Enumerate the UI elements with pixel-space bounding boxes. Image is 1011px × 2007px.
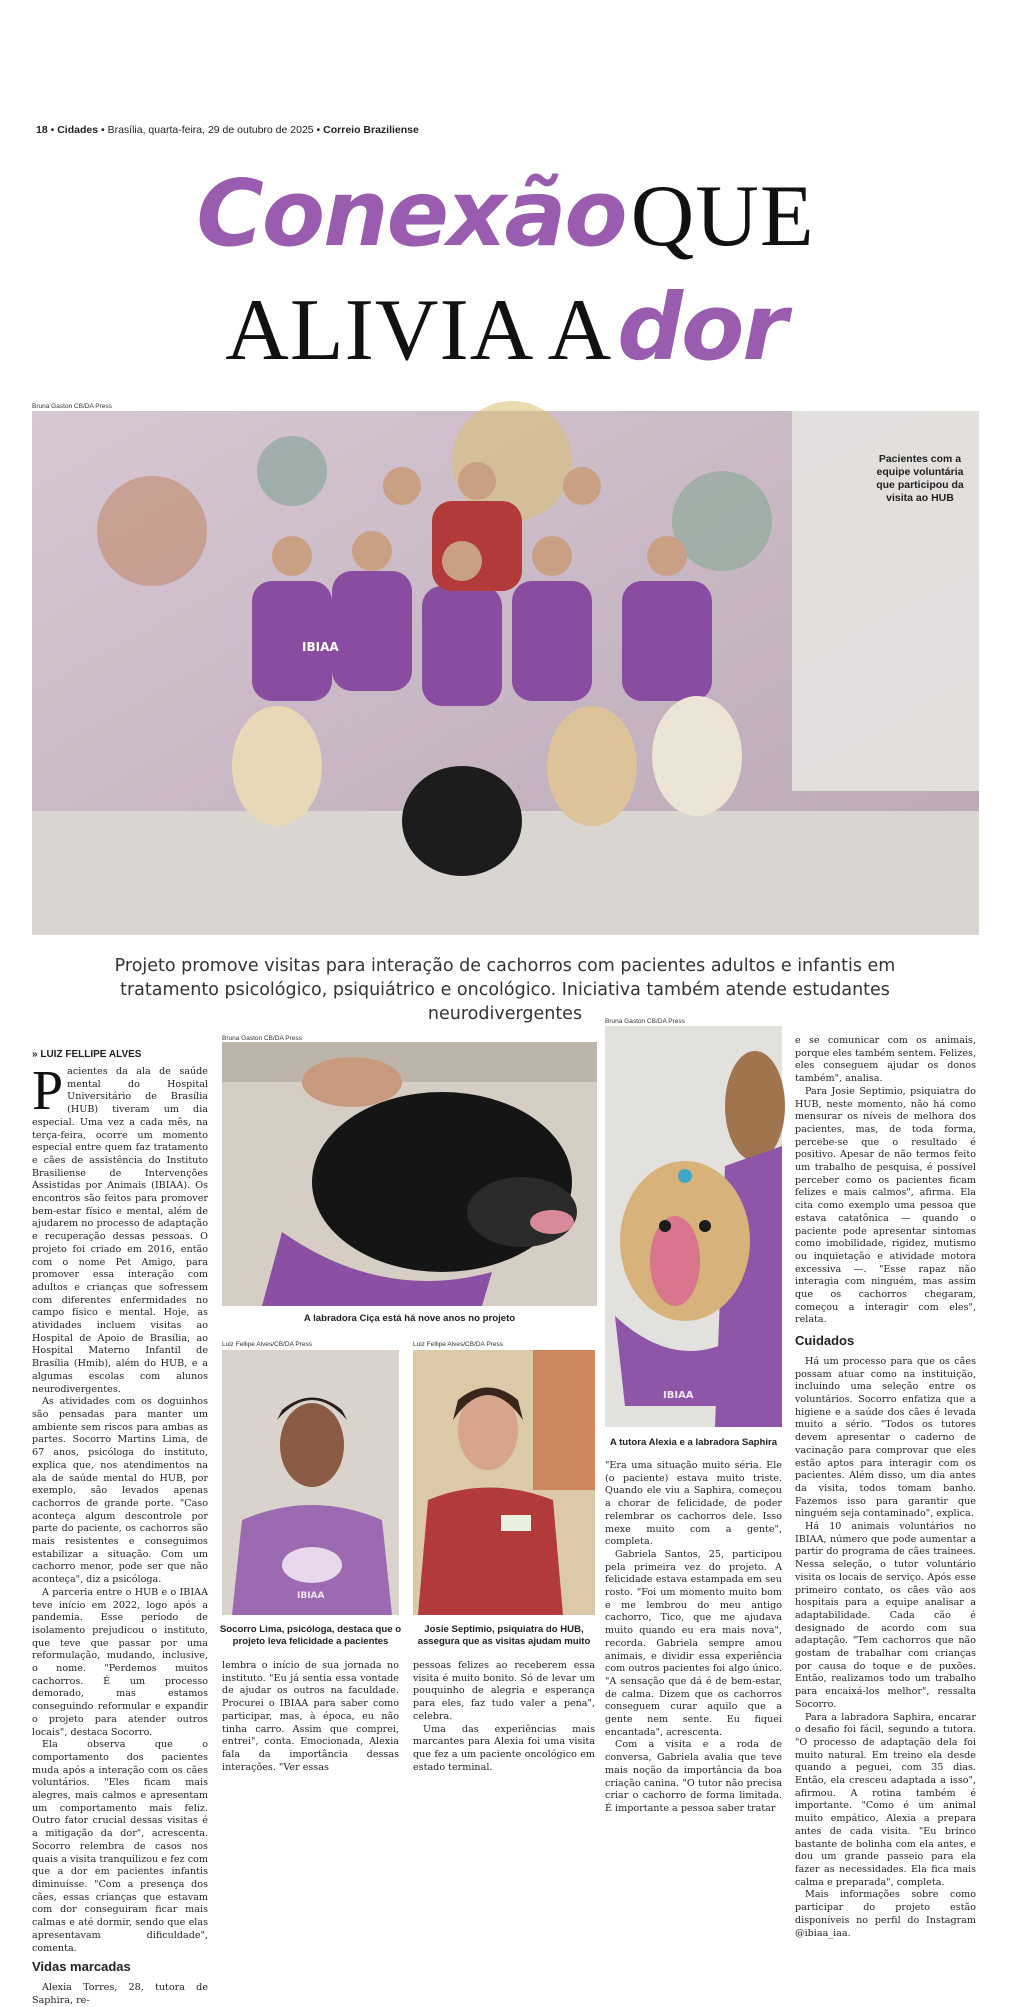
main-photo-caption: Pacientes com a equipe voluntária que participou da visita ao HUB: [876, 453, 964, 504]
col5-paragraph-5: Para a labradora Saphira, encarar o desafio foi fácil, segundo a tutora. "O processo de adaptação dela foi muito natural. Em treino ela desde quando a peguei, com 35 dias. Então, ela cresceu adaptada a isso", afirmou. A rotina também é importante. "Como é um animal muito empático, Alexia a prepara antes de cada visita. "Eu brinco bastante de bolinha com ela antes, e dou um grande passeio para ela fazer as necessidades. Ela fica mais calma e preparada", completa.: [795, 1711, 976, 1888]
drop-cap: P: [32, 1060, 64, 1122]
article-column-5: [795, 1035, 976, 1939]
col5-paragraph-2: Para Josie Septimio, psiquiatra do HUB, neste momento, não há como mensurar os níveis de melhora dos pacientes, mas, de toda forma, percebe-se que o resultado é positivo. Apesar de não termos feito um trabalho de pesquisa, é possível perceber como os pacientes ficam felizes e mais calmos", afirma. Ela cita como exemplo uma pessoa que estava catatônica — quando o paciente pode apresentar sintomas como imobilidade, rigidez, mutismo ou inquietação e atividade motora excessiva —. "Esse rapaz não interagia com ninguém, mas assim que os cachorros chegaram, começou a interagir com eles", relata.: [795, 1085, 976, 1326]
josie-photo: [413, 1350, 595, 1615]
col1-paragraph-5: Alexia Torres, 28, tutora de Saphira, re-: [32, 1981, 208, 2006]
dog-photo-credit: Bruna Gaston CB/DA Press: [222, 1035, 302, 1042]
col4-paragraph-2: Gabriela Santos, 25, participou pela primeira vez do projeto. A felicidade estava estampada em seu rosto. "Foi um momento muito bom e me lembrou do meu antigo cachorro, Tico, que me ajudava muito quando eu era mais nova", recorda. Gabriela sempre amou animais, e dividir essa experiência com outros pacientes foi algo único. "A sensação que dá é de bem-estar, de calma. Dizem que os cachorros conseguem curar aquilo que a gente nem sente. Eu fiquei encantada", acrescenta.: [605, 1548, 782, 1738]
col5-paragraph-3: Há um processo para que os cães possam atuar como na instituição, incluindo uma seleção entre os voluntários. Socorro enfatiza que a higiene e a saúde dos cães é levada muito a sério. "Todos os tutores devem apresentar o caderno de vacinação para comprovar que eles estão aptos para interagir com os pacientes. Além disso, um dia antes da visita, todos tomam banho. Fazemos isso para garantir que ninguém seja contaminado", explica.: [795, 1355, 976, 1520]
main-group-photo: [32, 411, 979, 935]
socorro-photo-caption: Socorro Lima, psicóloga, destaca que o projeto leva felicidade a pacientes: [219, 1624, 402, 1647]
section-name: Cidades: [57, 124, 99, 136]
col3-paragraph-2: Uma das experiências mais marcantes para Alexia foi uma visita que fez a um paciente oncológico em estado terminal.: [413, 1723, 595, 1773]
saphira-photo-credit: Bruna Gaston CB/DA Press: [605, 1018, 685, 1025]
col5-paragraph-4: Há 10 animais voluntários no IBIAA, número que pode aumentar a partir do programa de cães trainees. Nessa seleção, o tutor voluntário visita os locais de serviço. Após esse primeiro contato, os cães vão aos hospitais para a equipe analisar a adaptabilidade. Cada cão é designado de acordo com sua adaptação. "Tem cachorros que não gostam de trabalhar com crianças por causa do toque e de puxões. Então, realizamos todo um trabalho para encaixá-los melhor", ressalta Socorro.: [795, 1521, 976, 1710]
dateline: Brasília, quarta-feira, 29 de outubro de 2025: [107, 124, 314, 136]
article-column-2: [222, 1660, 399, 1773]
josie-photo-credit: Luiz Fellipe Alves/CB/DA Press: [413, 1341, 503, 1348]
josie-photo-caption: Josie Septimio, psiquiatra do HUB, assegura que as visitas ajudam muito: [417, 1624, 591, 1647]
col2-paragraph-1: lembra o início de sua jornada no instituto. "Eu já sentia essa vontade de ajudar os outros na faculdade. Procurei o IBIAA para saber como participar, mas, à época, eu não tinha carro. Assim que comprei, entrei", conta. Emocionada, Alexia fala da importância dessas interações. "Ver essas: [222, 1660, 399, 1773]
saphira-bandana-text: IBIAA: [663, 1390, 694, 1401]
article-column-3: [413, 1660, 595, 1773]
col5-paragraph-1: e se comunicar com os animais, porque eles também sentem. Felizes, eles conseguem ajudar os donos também", analisa.: [795, 1035, 976, 1085]
subhead-cuidados: Cuidados: [795, 1333, 855, 1349]
col4-paragraph-3: Com a visita e a roda de conversa, Gabriela avalia que teve mais noção da importância da boa criação canina. "O tutor não precisa criar o cachorro de forma limitada. É importante a pessoa saber tratar: [605, 1739, 782, 1814]
newspaper-name: Correio Braziliense: [323, 124, 419, 136]
col1-paragraph-3: A parceria entre o HUB e o IBIAA teve início em 2022, logo após a pandemia. Esse período de isolamento prejudicou o instituto, que teve que passar por uma reformulação, mudando, inclusive, o nome. "Perdemos muitos cachorros. É um processo demorado, mas estamos conseguindo reformular e expandir o projeto para atender outros locais", destaca Socorro.: [32, 1586, 208, 1738]
headline-accent-word-2: dor: [617, 274, 786, 381]
saphira-photo-caption: A tutora Alexia e a labradora Saphira: [609, 1437, 778, 1448]
byline: » LUIZ FELLIPE ALVES: [32, 1049, 142, 1060]
col3-paragraph-1: pessoas felizes ao receberem essa visita é muito bonito. Só de levar um pouquinho de alegria e esperança para eles, faz tudo valer a pena", celebra.: [413, 1660, 595, 1722]
dog-photo-caption: A labradora Ciça está há nove anos no projeto: [303, 1313, 516, 1324]
headline-line-2: [0, 274, 1011, 381]
col1-paragraph-2: As atividades com os doguinhos são pensadas para manter um ambiente sem riscos para ambas as partes. Socorro Martins Lima, de 67 anos, psicóloga do instituto, explica que, nos atendimentos na ala de saúde mental do HUB, por exemplo, são levados apenas cachorros de grande porte. "Caso aconteça algum descontrole por parte do paciente, os cachorros são mais resistentes e conseguimos estabilizar a situação. Com um cachorro menor, pode ser que não aconteça", diz a psicóloga.: [32, 1396, 208, 1586]
socorro-photo: [222, 1350, 399, 1615]
socorro-photo-credit: Luiz Fellipe Alves/CB/DA Press: [222, 1341, 312, 1348]
headline-plain-word-2: ALIVIA A: [225, 282, 613, 379]
headline-plain-word-1: QUE: [630, 168, 815, 265]
dog-photo: [222, 1042, 597, 1306]
page-number: 18: [36, 124, 48, 136]
article-column-4: [605, 1460, 782, 1814]
standfirst: Projeto promove visitas para interação de cachorros com pacientes adultos e infantis em tratamento psicológico, psiquiátrico e oncológico. Iniciativa também atende estudantes neurodivergentes: [114, 956, 896, 1024]
headline-accent-word-1: Conexão: [196, 160, 626, 267]
headline-line-1: [0, 160, 1011, 267]
subhead-vidas-marcadas: Vidas marcadas: [32, 1959, 131, 1975]
col1-paragraph-1: acientes da ala de saúde mental do Hospital Universitário de Brasília (HUB) tiveram um dia especial. Uma vez a cada mês, na terça-feira, ocorre um momento especial entre quem faz tratamento e cães de assistência do Instituto Brasiliense de Intervenções Assistidas por Animais (IBIAA). Os encontros são feitos para promover bem-estar físico e mental, além de ajudarem no processo de adaptação e recuperação dessas pessoas. O projeto foi criado em 2016, então com o nome Pet Amigo, para promover essa interação com adultos e crianças que sofressem com diferentes enfermidades no campo físico e mental. Hoje, as atividades incluem visitas ao Hospital de Apoio de Brasília, ao Hospital Materno Infantil de Brasília (Hmib), além do HUB, e a algumas escolas com alunos neurodivergentes.: [32, 1066, 208, 1395]
socorro-shirt-text: IBIAA: [297, 1591, 325, 1601]
col1-paragraph-4: Ela observa que o comportamento dos pacientes muda após a interação com os cães voluntários. "Eles ficam mais alegres, mais calmos e apresentam um comportamento mais feliz. Outro fator crucial dessas visitas é a mitigação da dor", acrescenta. Socorro relembra de casos nos quais a visita tranquilizou e fez com que a dor em pacientes infantis diminuísse. "Com a presença dos cães, essas crianças que estavam com dor conseguiram ficar mais calmas e até dormir, sendo que elas apresentavam dificuldade", comenta.: [32, 1739, 208, 1954]
col5-paragraph-6: Mais informações sobre como participar do projeto estão disponíveis no perfil do Instagram @ibiaa_iaa.: [795, 1889, 976, 1939]
article-column-1: [32, 1060, 208, 2006]
main-photo-credit: Bruna Gaston CB/DA Press: [32, 403, 112, 410]
main-photo-shirt-text: IBIAA: [302, 640, 339, 654]
col4-paragraph-1: "Era uma situação muito séria. Ele (o paciente) estava muito triste. Quando ele viu a Saphira, começou a chorar de felicidade, de poder relembrar os cachorros dele. Isso mexe muito com a gente", completa.: [605, 1460, 782, 1548]
page-folio: 18 • Cidades • Brasília, quarta-feira, 29 de outubro de 2025 • Correio Braziliense: [36, 124, 419, 136]
saphira-photo: [605, 1026, 782, 1427]
